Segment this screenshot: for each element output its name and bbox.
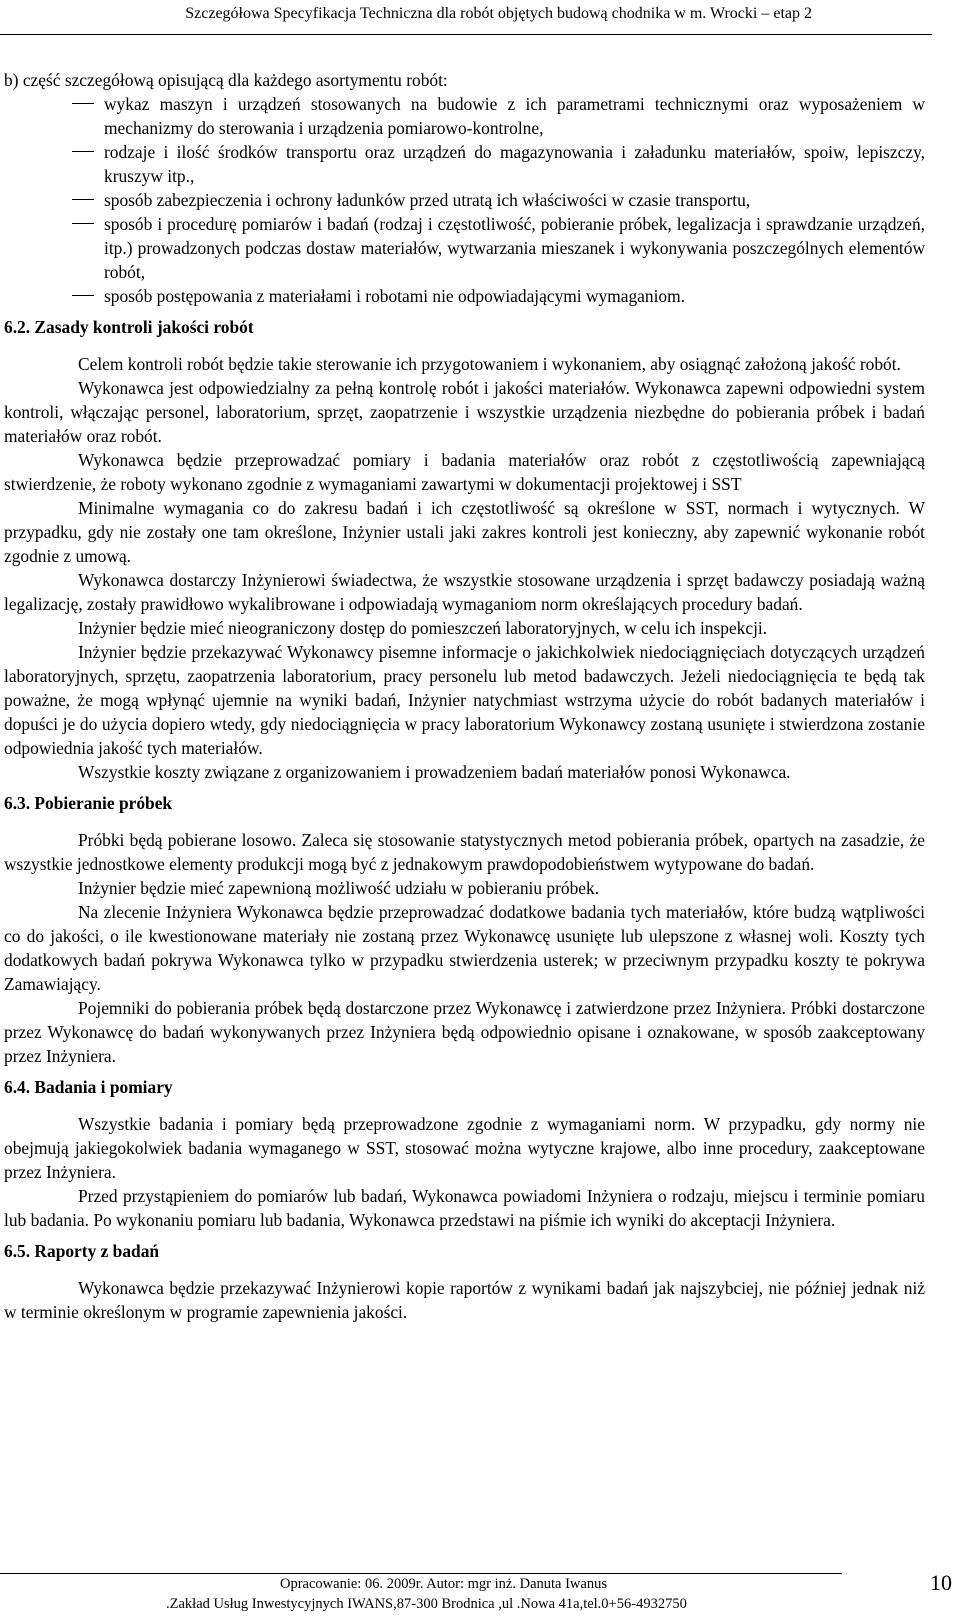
page-header	[0, 0, 960, 36]
paragraph: Wykonawca będzie przekazywać Inżynierowi kopie raportów z wynikami badań jak najszybciej, nie później jednak niż w terminie określonym w programie zapewnienia jakości.	[4, 1278, 925, 1322]
paragraph: Minimalne wymagania co do zakresu badań i ich częstotliwość są określone w SST, normach i wytycznych. W przypadku, gdy nie zostały one tam określone, Inżynier ustali jaki zakres kontroli jest konieczny, aby zapewnić wykonanie robót zgodnie z umową.	[4, 498, 925, 566]
paragraph: Wykonawca jest odpowiedzialny za pełną kontrolę robót i jakości materiałów. Wykonawca zapewni odpowiedni system kontroli, włączając personel, laboratorium, sprzęt, zaopatrzenie i wszystkie urządzenia niezbędne do pobierania próbek i badań materiałów oraz robót.	[4, 378, 925, 446]
paragraph: Przed przystąpieniem do pomiarów lub badań, Wykonawca powiadomi Inżyniera o rodzaju, miejscu i terminie pomiaru lub badania. Po wykonaniu pomiaru lub badania, Wykonawca przedstawi na piśmie ich wyniki do akceptacji Inżyniera.	[4, 1186, 925, 1230]
bullet-item	[4, 92, 925, 140]
bullet-text: sposób i procedurę pomiarów i badań (rodzaj i częstotliwość, pobieranie próbek, legalizacja i sprawdzanie urządzeń, itp.) prowadzonych podczas dostaw materiałów, wytwarzania mieszanek i wykonywania poszczególnych elementów robót,	[104, 214, 925, 282]
paragraph: Inżynier będzie mieć zapewnioną możliwość udziału w pobieraniu próbek.	[78, 878, 600, 898]
paragraph: Wszystkie koszty związane z organizowaniem i prowadzeniem badań materiałów ponosi Wykonawca.	[78, 762, 791, 782]
section-test-reports	[4, 1239, 925, 1324]
header-title: Szczegółowa Specyfikacja Techniczna dla robót objętych budową chodnika w m. Wrocki – etap 2	[185, 5, 812, 22]
intro-text: b) część szczegółową opisującą dla każdego asortymentu robót:	[4, 70, 448, 90]
paragraph: Inżynier będzie mieć nieograniczony dostęp do pomieszczeń laboratoryjnych, w celu ich inspekcji.	[78, 618, 768, 638]
paragraph: Wykonawca dostarczy Inżynierowi świadectwa, że wszystkie stosowane urządzenia i sprzęt badawczy posiadają ważną legalizację, zostały prawidłowo wykalibrowane i odpowiadają wymaganiom norm określających procedury badań.	[4, 570, 925, 614]
page-number: 10	[930, 1570, 952, 1595]
section-heading: 6.4. Badania i pomiary	[4, 1077, 173, 1097]
paragraph: Próbki będą pobierane losowo. Zaleca się stosowanie statystycznych metod pobierania próbek, opartych na zasadzie, że wszystkie jednostkowe elementy produkcji mogą być z jednakowym prawdopodobieństwem wytypowane do badań.	[4, 830, 925, 874]
bullet-item	[4, 212, 925, 284]
paragraph: Wykonawca będzie przeprowadzać pomiary i badania materiałów oraz robót z częstotliwością zapewniającą stwierdzenie, że roboty wykonano zgodnie z wymaganiami zawartymi w dokumentacji projektowej i SST	[4, 450, 925, 494]
section-heading: 6.3. Pobieranie próbek	[4, 793, 173, 813]
section-heading: 6.2. Zasady kontroli jakości robót	[4, 317, 254, 337]
dash-icon	[72, 103, 94, 104]
footer-company: .Zakład Usług Inwestycyjnych IWANS,87-300 Brodnica ,ul .Nowa 41a,tel.0+56-4932750	[166, 1596, 687, 1612]
bullet-item	[4, 188, 925, 212]
bullet-text: wykaz maszyn i urządzeń stosowanych na budowie z ich parametrami technicznymi oraz wyposażeniem w mechanizmy do sterowania i urządzenia pomiarowo-kontrolne,	[104, 94, 925, 138]
section-heading: 6.5. Raporty z badań	[4, 1241, 160, 1261]
dash-icon	[72, 151, 94, 152]
bullet-item	[4, 140, 925, 188]
paragraph: Celem kontroli robót będzie takie sterowanie ich przygotowaniem i wykonaniem, aby osiągnąć założoną jakość robót.	[78, 354, 901, 374]
header-rule	[0, 34, 932, 35]
bullet-text: sposób zabezpieczenia i ochrony ładunków przed utratą ich właściwości w czasie transportu,	[104, 190, 751, 210]
paragraph: Na zlecenie Inżyniera Wykonawca będzie przeprowadzać dodatkowe badania tych materiałów, które budzą wątpliwości co do jakości, o ile kwestionowane materiały nie zostaną przez Wykonawcę usunięte lub ulepszone z własnej woli. Koszty tych dodatkowych badań pokrywa Wykonawca tylko w przypadku stwierdzenia usterek; w przeciwnym przypadku koszty te pokrywa Zamawiający.	[4, 902, 925, 994]
bullet-item	[4, 284, 925, 308]
section-quality-control	[4, 315, 925, 784]
dash-icon	[72, 199, 94, 200]
paragraph: Wszystkie badania i pomiary będą przeprowadzone zgodnie z wymaganiami norm. W przypadku, gdy normy nie obejmują jakiegokolwiek badania wymaganego w SST, stosować można wytyczne krajowe, albo inne procedury, zaakceptowane przez Inżyniera.	[4, 1114, 925, 1182]
paragraph: Inżynier będzie przekazywać Wykonawcy pisemne informacje o jakichkolwiek niedociągnięciach dotyczących urządzeń laboratoryjnych, sprzętu, zaopatrzenia laboratorium, pracy personelu lub metod badawczych. Jeżeli niedociągnięcia te będą tak poważne, że mogą wpłynąć ujemnie na wyniki badań, Inżynier natychmiast wstrzyma użycie do robót badanych materiałów i dopuści je do użycia dopiero wtedy, gdy niedociągnięcia w pracy laboratorium Wykonawcy zostaną usunięte i stwierdzona zostanie odpowiednia jakość tych materiałów.	[4, 642, 925, 758]
footer-author: Opracowanie: 06. 2009r. Autor: mgr inż. Danuta Iwanus	[280, 1576, 607, 1592]
bullet-text: rodzaje i ilość środków transportu oraz urządzeń do magazynowania i załadunku materiałów, spoiw, lepiszczy, kruszyw itp.,	[104, 142, 925, 186]
bullet-text: sposób postępowania z materiałami i robotami nie odpowiadającymi wymaganiom.	[104, 286, 685, 306]
dash-icon	[72, 223, 94, 224]
bullet-list	[4, 92, 925, 308]
section-sampling	[4, 791, 925, 1068]
page-footer	[0, 1570, 960, 1617]
footer-rule	[0, 1573, 842, 1574]
document-body	[4, 68, 925, 1324]
paragraph: Pojemniki do pobierania próbek będą dostarczone przez Wykonawcę i zatwierdzone przez Inżyniera. Próbki dostarczone przez Wykonawcę do badań wykonywanych przez Inżyniera będą odpowiednio opisane i oznakowane, w sposób zaakceptowany przez Inżyniera.	[4, 998, 925, 1066]
section-tests-measurements	[4, 1075, 925, 1232]
dash-icon	[72, 295, 94, 296]
